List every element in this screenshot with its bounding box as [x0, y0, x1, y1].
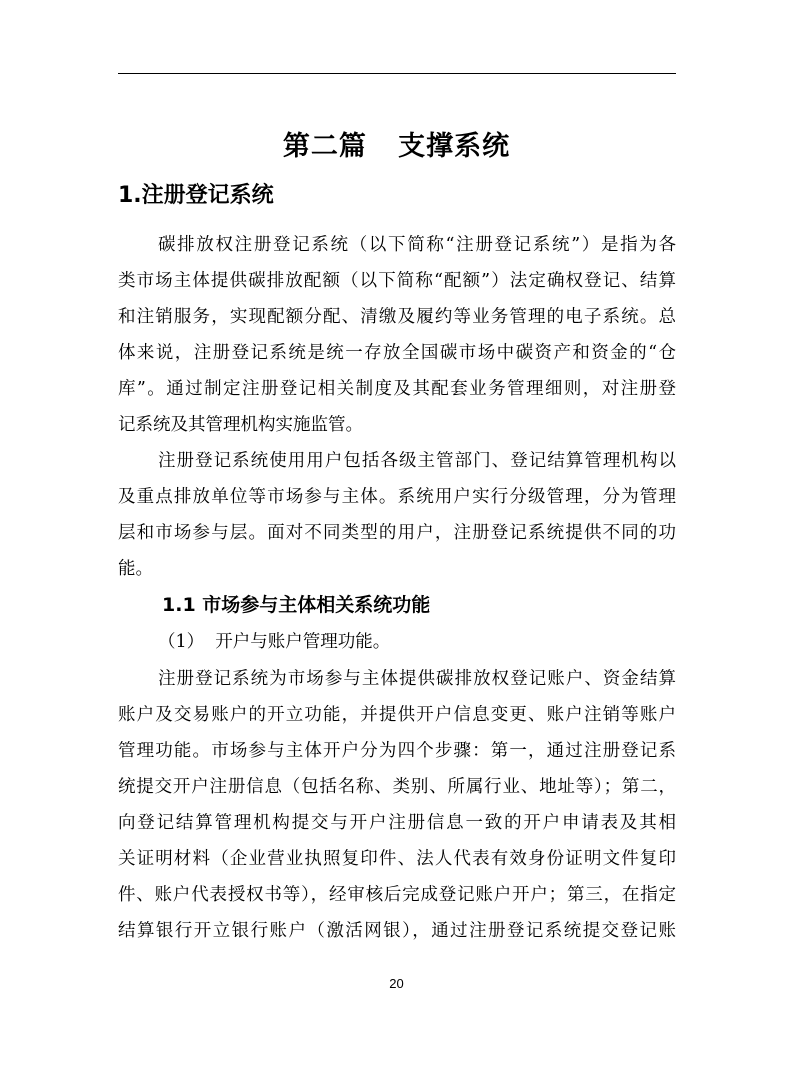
page-number: 20 — [389, 976, 404, 991]
paragraph-line: 库”。通过制定注册登记相关制度及其配套业务管理细则，对注册登 — [118, 379, 676, 399]
paragraph-line: 类市场主体提供碳排放配额（以下简称“配额”）法定确权登记、结算 — [118, 271, 676, 291]
paragraph-line: 账户及交易账户的开立功能，并提供开户信息变更、账户注销等账户 — [118, 705, 676, 725]
paragraph-line: 记系统及其管理机构实施监管。 — [118, 415, 363, 435]
paragraph-line: 层和市场参与层。面对不同类型的用户，注册登记系统提供不同的功 — [118, 523, 676, 543]
paragraph-line: 体来说，注册登记系统是统一存放全国碳市场中碳资产和资金的“仓 — [118, 343, 676, 363]
paragraph-line: 注册登记系统使用用户包括各级主管部门、登记结算管理机构以 — [158, 451, 676, 471]
paragraph-line: 及重点排放单位等市场参与主体。系统用户实行分级管理，分为管理 — [118, 487, 676, 507]
paragraph-line: 件、账户代表授权书等），经审核后完成登记账户开户；第三，在指定 — [118, 885, 676, 905]
paragraph-line: 向登记结算管理机构提交与开户注册信息一致的开户申请表及其相 — [118, 813, 676, 833]
paragraph-1 — [118, 227, 676, 443]
paragraph-line: 关证明材料（企业营业执照复印件、法人代表有效身份证明文件复印 — [118, 849, 676, 869]
paragraph-line: 碳排放权注册登记系统（以下简称“注册登记系统”）是指为各 — [158, 235, 676, 255]
paragraph-line: 管理功能。市场参与主体开户分为四个步骤：第一，通过注册登记系 — [118, 741, 676, 761]
paragraph-line: 和注销服务，实现配额分配、清缴及履约等业务管理的电子系统。总 — [118, 307, 676, 327]
paragraph-2 — [118, 443, 676, 587]
paragraph-line: 结算银行开立银行账户（激活网银），通过注册登记系统提交登记账 — [118, 921, 676, 941]
header-rule — [118, 73, 676, 74]
paragraph-line: 注册登记系统为市场参与主体提供碳排放权登记账户、资金结算 — [158, 669, 676, 689]
list-item: （1） 开户与账户管理功能。 — [158, 632, 391, 652]
paragraph-line: 统提交开户注册信息（包括名称、类别、所属行业、地址等）；第二， — [118, 777, 676, 797]
paragraph-3 — [118, 661, 676, 949]
section-heading: 1.注册登记系统 — [118, 183, 274, 208]
subsection-heading: 1.1 市场参与主体相关系统功能 — [162, 594, 431, 616]
page-title: 第二篇 支撑系统 — [282, 131, 511, 162]
paragraph-line: 能。 — [118, 559, 153, 579]
